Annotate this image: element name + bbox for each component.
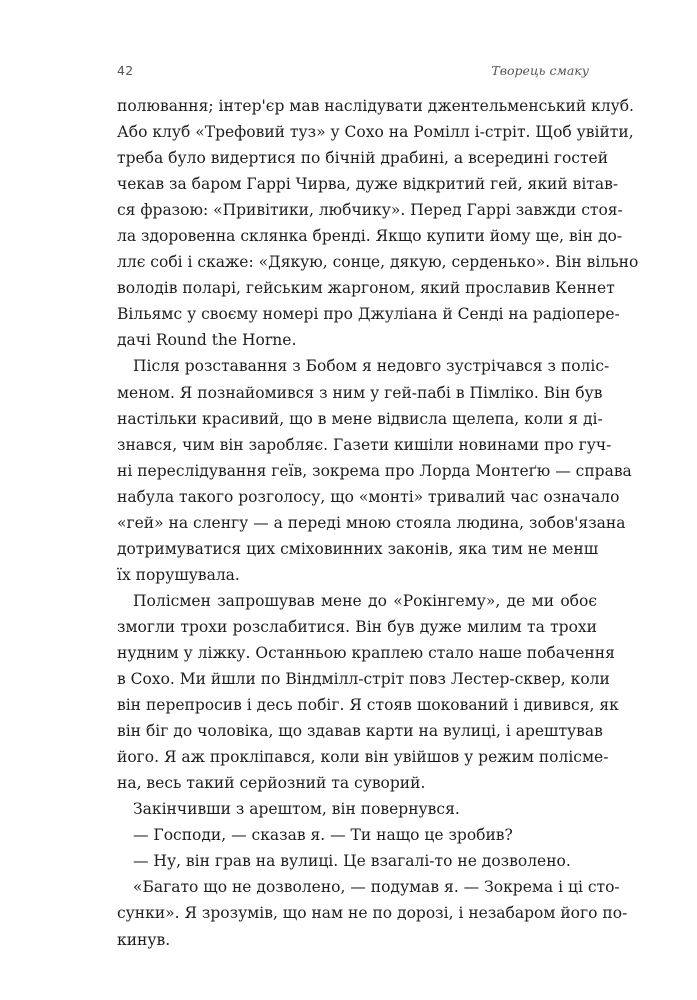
text-line: Або клуб «Трефовий туз» у Сохо на Ромілл і-стріт. Щоб увійти, [117, 123, 634, 142]
text-line: Після розставання з Бобом я недовго зустрічався з поліс- [133, 357, 610, 376]
text-line: «гей» на сленгу — а переді мною стояла людина, зобов'язана [117, 513, 626, 532]
text-line: ся фразою: «Привітики, любчику». Перед Гаррі завжди стоя- [117, 201, 623, 220]
text-line: ллє собі і скаже: «Дякую, сонце, дякую, серденько». Він вільно [117, 253, 639, 272]
text-line: набула такого розголосу, що «монті» тривалий час означало [117, 487, 620, 506]
text-line: полювання; інтер'єр мав наслідувати джентельменський клуб. [117, 97, 634, 115]
running-head: Творець смаку [491, 63, 589, 78]
text-line: в Сохо. Ми йшли по Віндмілл-стріт повз Лестер-сквер, коли [117, 670, 610, 689]
text-line: сунки». Я зрозумів, що нам не по дорозі, і незабаром його по- [117, 904, 628, 923]
text-line: Полісмен запрошував мене до «Рокінгему», де ми обоє [133, 591, 597, 610]
text-line: володів поларі, гейським жаргоном, який прославив Кеннет [117, 279, 615, 298]
text-line: дачі Round the Horne. [117, 331, 297, 350]
text-line: ла здоровенна склянка бренді. Якщо купити йому ще, він до- [117, 227, 623, 246]
text-line: кинув. [117, 930, 171, 949]
text-line: на, весь такий серйозний та суворий. [117, 774, 426, 793]
text-line: нудним у ліжку. Останньою краплею стало наше побачення [117, 643, 615, 662]
text-line: меном. Я познайомився з ним у гей-пабі в Пімліко. Він був [117, 383, 603, 402]
text-line: Вільямс у своєму номері про Джуліана й Сенді на радіопере- [117, 305, 620, 324]
text-line: настільки красивий, що в мене відвисла щелепа, коли я ді- [117, 409, 603, 428]
text-line: знався, чим він заробляє. Газети кишіли новинами про гуч- [117, 435, 612, 454]
text-line: змогли трохи розслабитися. Він був дуже милим та трохи [117, 617, 597, 636]
text-line: — Господи, — сказав я. — Ти нащо це зробив? [133, 826, 513, 845]
text-line: «Багато що не дозволено, — подумав я. — Зокрема і ці сто- [133, 878, 620, 897]
text-line: треба було видертися по бічній драбині, а всередині гостей [117, 149, 609, 168]
text-line: він перепросив і десь побіг. Я стояв шокований і дивився, як [117, 696, 619, 715]
page-number: 42 [117, 63, 134, 78]
text-line: чекав за баром Гаррі Чирва, дуже відкритий гей, який вітав- [117, 175, 619, 194]
text-line: Закінчивши з арештом, він повернувся. [133, 800, 460, 819]
text-line: їх порушувала. [117, 565, 240, 584]
text-line: дотримуватися цих сміховинних законів, яка тим не менш [117, 539, 599, 558]
text-line: ні переслідування геїв, зокрема про Лорда Монтеґю — справа [117, 461, 632, 480]
text-line: його. Я аж проклiпався, коли він увійшов у режим полісме- [117, 748, 609, 767]
body-text [117, 93, 639, 953]
text-line: — Ну, він грав на вулиці. Це взагалі-то не дозволено. [133, 852, 571, 871]
text-line: він біг до чоловіка, що здавав карти на вулиці, і арештував [117, 722, 603, 741]
